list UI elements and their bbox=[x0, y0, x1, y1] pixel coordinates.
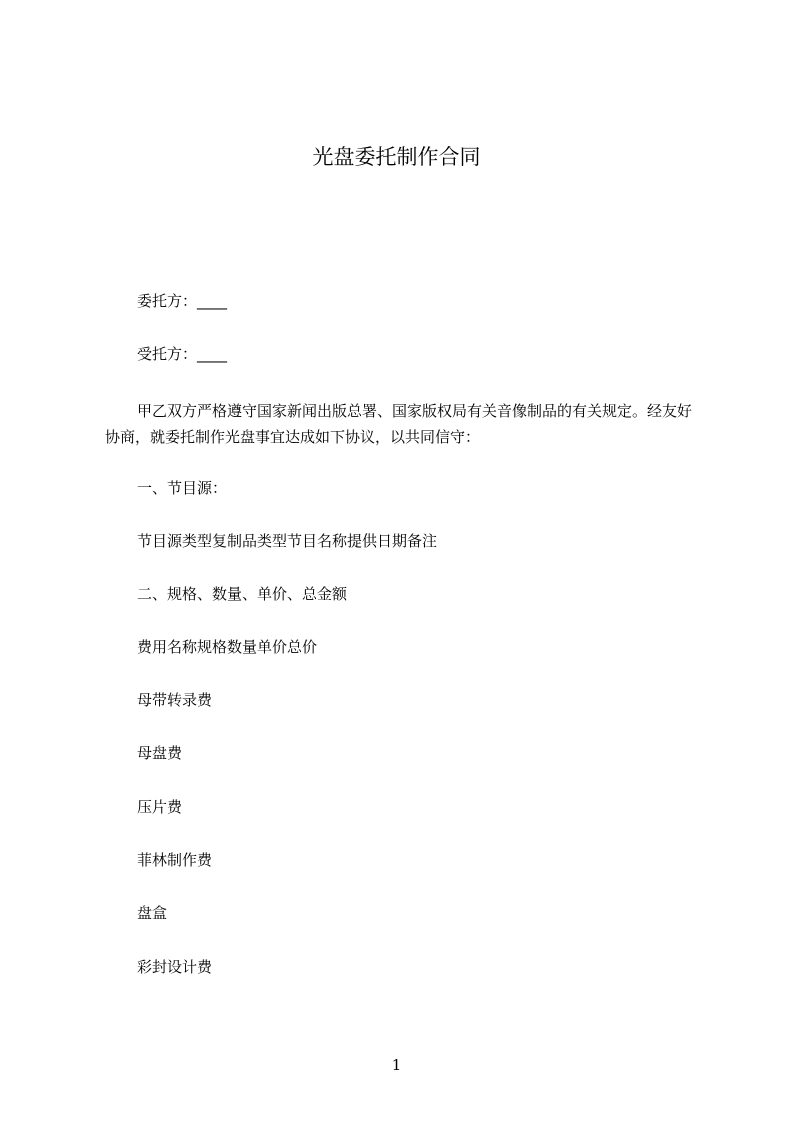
intro-paragraph bbox=[105, 398, 705, 450]
section-2-table-header: 费用名称规格数量单价总价 bbox=[137, 638, 318, 656]
fee-item: 彩封设计费 bbox=[137, 958, 213, 976]
section-1-heading: 一、节目源： bbox=[137, 479, 228, 497]
contractor-line: 受托方：____ bbox=[137, 345, 228, 363]
fee-item: 母盘费 bbox=[137, 744, 183, 762]
page-number: 1 bbox=[391, 1056, 402, 1074]
client-line: 委托方：____ bbox=[137, 292, 228, 310]
fee-item: 母带转录费 bbox=[137, 691, 213, 709]
fee-item: 盘盒 bbox=[137, 904, 168, 922]
page-title: 光盘委托制作合同 bbox=[312, 145, 481, 169]
section-1-table-header: 节目源类型复制品类型节目名称提供日期备注 bbox=[137, 532, 438, 550]
fee-item: 菲林制作费 bbox=[137, 851, 213, 869]
section-2-heading: 二、规格、数量、单价、总金额 bbox=[137, 585, 348, 603]
intro-paragraph-text: 甲乙双方严格遵守国家新闻出版总署、国家版权局有关音像制品的有关规定。经友好协商，就委托制作光盘事宜达成如下协议，以共同信守： bbox=[105, 402, 693, 446]
fee-item: 压片费 bbox=[137, 798, 183, 816]
